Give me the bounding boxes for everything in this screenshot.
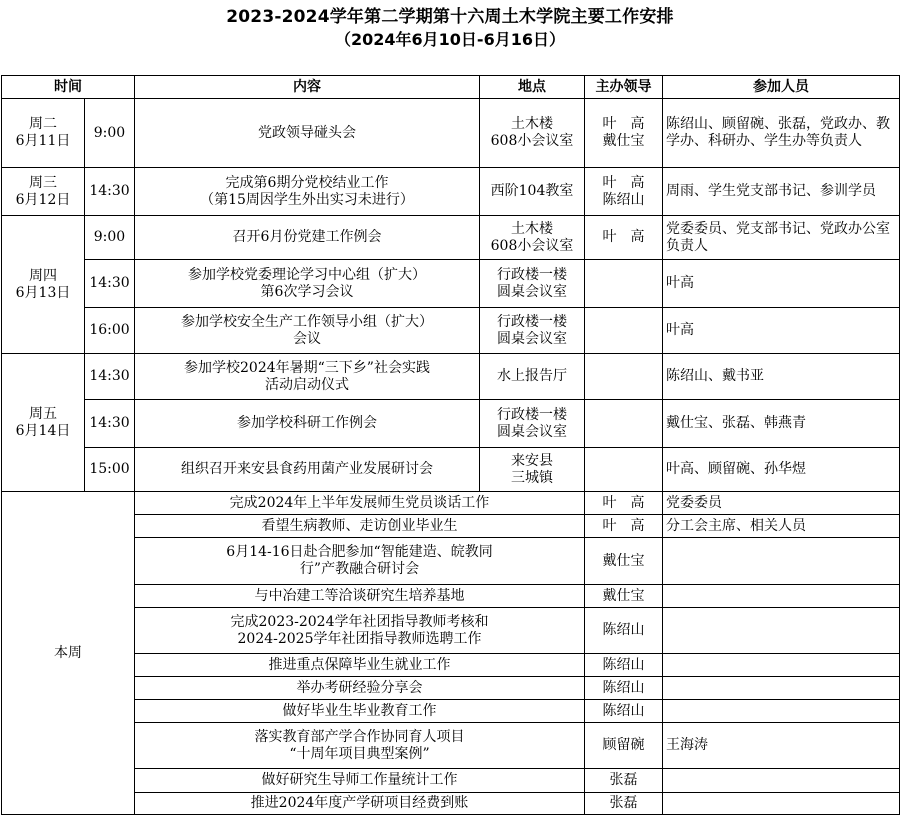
- leader-cell: [585, 448, 663, 492]
- table-row: [2, 677, 900, 700]
- document-subtitle: （2024年6月10日-6月16日）: [335, 30, 565, 49]
- header-location: 地点: [480, 76, 585, 99]
- content-cell: 完成第6期分党校结业工作 （第15周因学生外出实习未进行）: [135, 168, 480, 216]
- content-cell: 完成2023-2024学年社团指导教师考核和 2024-2025学年社团指导教师选聘工作: [135, 608, 585, 654]
- leader-cell: 张磊: [585, 793, 663, 815]
- content-cell: 推进2024年度产学研项目经费到账: [135, 793, 585, 815]
- date-label: 6月13日: [15, 284, 71, 301]
- participants-cell: 叶高: [663, 260, 900, 308]
- day-cell: [2, 99, 85, 168]
- leader-cell: [585, 260, 663, 308]
- table-row: [2, 354, 900, 400]
- participants-cell: 王海涛: [663, 723, 900, 769]
- participants-cell: [663, 793, 900, 815]
- leader-cell: 叶 高: [585, 216, 663, 260]
- content-cell: 参加学校安全生产工作领导小组（扩大） 会议: [135, 308, 480, 354]
- table-row: [2, 99, 900, 168]
- participants-cell: 党委委员: [663, 492, 900, 515]
- leader-cell: 戴仕宝: [585, 585, 663, 608]
- participants-cell: 叶高、顾留碗、孙华煜: [663, 448, 900, 492]
- date-label: 6月11日: [15, 133, 71, 149]
- leader-cell: [585, 354, 663, 400]
- leader-cell: [585, 308, 663, 354]
- location-cell: 土木楼 608小会议室: [480, 99, 585, 168]
- leader-cell: [585, 400, 663, 448]
- day-cell: [2, 216, 85, 354]
- content-cell: 6月14-16日赴合肥参加“智能建造、皖教同 行”产教融合研讨会: [135, 538, 585, 585]
- time-cell: 9:00: [85, 216, 135, 260]
- participants-cell: [663, 538, 900, 585]
- leader-cell: 戴仕宝: [585, 538, 663, 585]
- table-row: [2, 700, 900, 723]
- leader-cell: 顾留碗: [585, 723, 663, 769]
- location-cell: 水上报告厅: [480, 354, 585, 400]
- day-cell: [2, 168, 85, 216]
- leader-cell: 叶 高: [585, 515, 663, 538]
- table-header-row: [2, 76, 900, 99]
- table-row: [2, 448, 900, 492]
- location-cell: 土木楼 608小会议室: [480, 216, 585, 260]
- leader-cell: 陈绍山: [585, 654, 663, 677]
- participants-cell: 分工会主席、相关人员: [663, 515, 900, 538]
- participants-cell: 陈绍山、顾留碗、张磊，党政办、教学办、科研办、学生办等负责人: [663, 99, 900, 168]
- leader-cell: 陈绍山: [585, 700, 663, 723]
- table-row: [2, 168, 900, 216]
- day-cell: [2, 354, 85, 492]
- content-cell: 党政领导碰头会: [135, 99, 480, 168]
- location-cell: 来安县 三城镇: [480, 448, 585, 492]
- content-cell: 组织召开来安县食药用菌产业发展研讨会: [135, 448, 480, 492]
- content-cell: 落实教育部产学合作协同育人项目 “十周年项目典型案例”: [135, 723, 585, 769]
- document-title: 2023-2024学年第二学期第十六周土木学院主要工作安排: [226, 7, 674, 27]
- week-label-cell: 本周: [2, 492, 135, 815]
- location-cell: 行政楼一楼 圆桌会议室: [480, 400, 585, 448]
- participants-cell: 叶高: [663, 308, 900, 354]
- participants-cell: 周雨、学生党支部书记、参训学员: [663, 168, 900, 216]
- content-cell: 完成2024年上半年发展师生党员谈话工作: [135, 492, 585, 515]
- location-cell: 西阶104教室: [480, 168, 585, 216]
- header-participants: 参加人员: [663, 76, 900, 99]
- time-cell: 14:30: [85, 168, 135, 216]
- table-row: [2, 216, 900, 260]
- schedule-table: [1, 75, 900, 815]
- participants-cell: 党委委员、党支部书记、党政办公室负责人: [663, 216, 900, 260]
- participants-cell: [663, 677, 900, 700]
- date-label: 6月12日: [15, 191, 71, 208]
- participants-cell: 戴仕宝、张磊、韩燕青: [663, 400, 900, 448]
- leader-cell: 叶 高: [585, 492, 663, 515]
- document-header: [0, 0, 900, 72]
- table-row: [2, 538, 900, 585]
- table-row: [2, 585, 900, 608]
- time-cell: 16:00: [85, 308, 135, 354]
- leader-cell: 陈绍山: [585, 677, 663, 700]
- participants-cell: [663, 700, 900, 723]
- content-cell: 推进重点保障毕业生就业工作: [135, 654, 585, 677]
- table-row: [2, 654, 900, 677]
- day-label: 周四: [29, 267, 57, 284]
- participants-cell: [663, 654, 900, 677]
- location-cell: 行政楼一楼 圆桌会议室: [480, 260, 585, 308]
- content-cell: 召开6月份党建工作例会: [135, 216, 480, 260]
- content-cell: 参加学校2024年暑期“三下乡”社会实践 活动启动仪式: [135, 354, 480, 400]
- leader-cell: 叶 高 戴仕宝: [585, 99, 663, 168]
- leader-cell: 陈绍山: [585, 608, 663, 654]
- leader-cell: 张磊: [585, 769, 663, 793]
- participants-cell: [663, 769, 900, 793]
- content-cell: 参加学校科研工作例会: [135, 400, 480, 448]
- content-cell: 做好毕业生毕业教育工作: [135, 700, 585, 723]
- time-cell: 9:00: [85, 99, 135, 168]
- header-content: 内容: [135, 76, 480, 99]
- participants-cell: [663, 585, 900, 608]
- table-body: [2, 99, 900, 815]
- content-cell: 看望生病教师、走访创业毕业生: [135, 515, 585, 538]
- location-cell: 行政楼一楼 圆桌会议室: [480, 308, 585, 354]
- table-row: [2, 260, 900, 308]
- day-label: 周五: [29, 405, 57, 422]
- table-row: [2, 308, 900, 354]
- table-row: [2, 769, 900, 793]
- table-row: [2, 723, 900, 769]
- participants-cell: [663, 608, 900, 654]
- table-row: [2, 515, 900, 538]
- time-cell: 14:30: [85, 354, 135, 400]
- table-row: [2, 793, 900, 815]
- table-row: [2, 492, 900, 515]
- date-label: 6月14日: [15, 422, 71, 439]
- content-cell: 参加学校党委理论学习中心组（扩大） 第6次学习会议: [135, 260, 480, 308]
- content-cell: 与中冶建工等洽谈研究生培养基地: [135, 585, 585, 608]
- content-cell: 举办考研经验分享会: [135, 677, 585, 700]
- time-cell: 14:30: [85, 260, 135, 308]
- day-label: 周三: [29, 174, 57, 191]
- day-label: 周二: [29, 116, 57, 132]
- table-row: [2, 608, 900, 654]
- header-leader: 主办领导: [585, 76, 663, 99]
- time-cell: 15:00: [85, 448, 135, 492]
- table-row: [2, 400, 900, 448]
- time-cell: 14:30: [85, 400, 135, 448]
- content-cell: 做好研究生导师工作量统计工作: [135, 769, 585, 793]
- leader-cell: 叶 高 陈绍山: [585, 168, 663, 216]
- header-time: 时间: [2, 76, 135, 99]
- participants-cell: 陈绍山、戴书亚: [663, 354, 900, 400]
